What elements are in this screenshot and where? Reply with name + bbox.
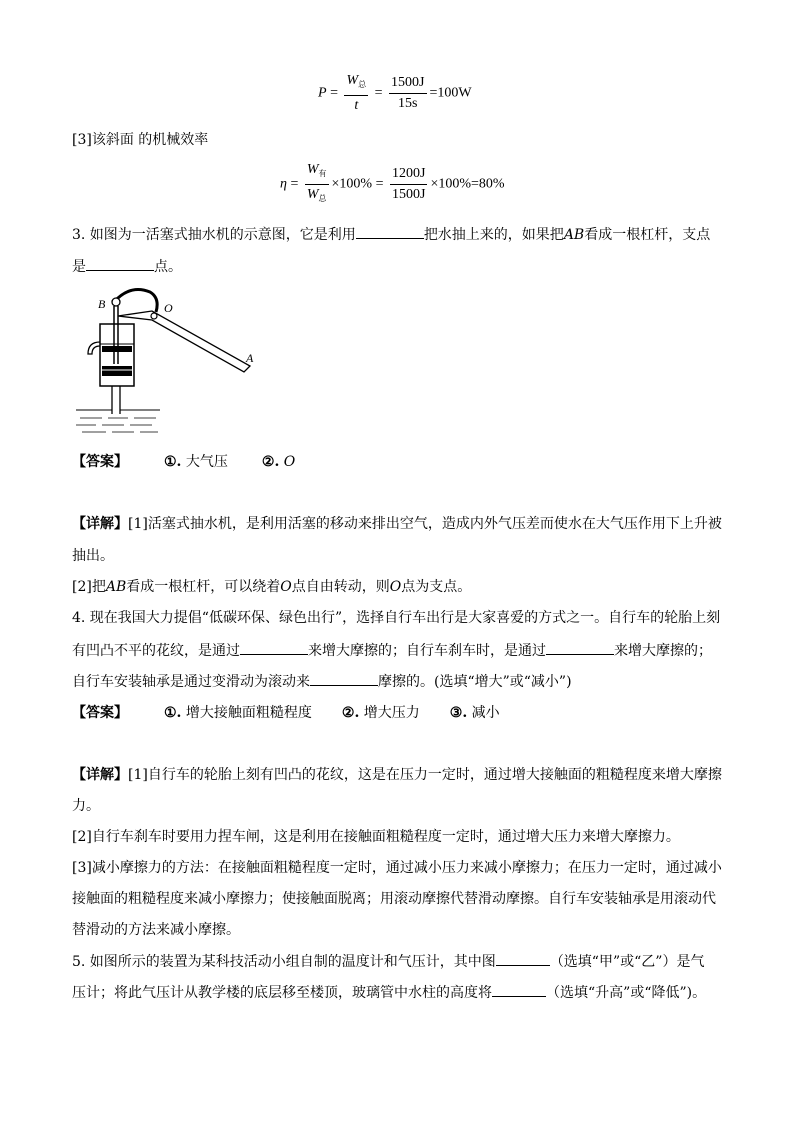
detail-text: 看成一根杠杆，可以绕着 xyxy=(126,579,281,595)
answer-tag: 【答案】 xyxy=(72,705,128,721)
q3-text: 3. 如图为一活塞式抽水机的示意图，它是利用 xyxy=(72,227,356,243)
answer-text: 增大接触面粗糙程度 xyxy=(185,705,312,721)
answer-text: 大气压 xyxy=(185,454,228,470)
detail-text: [1]活塞式抽水机，是利用活塞的移动来排出空气，造成内外气压差而使水在大气压作用下上升被 xyxy=(128,516,722,532)
detail-o-label: O xyxy=(280,579,292,595)
step3-label: [3]该斜面 的机械效率 xyxy=(72,132,209,148)
formula-subscript: 有 xyxy=(318,169,327,178)
q3-text: 点。 xyxy=(154,259,182,275)
q5-line1 xyxy=(72,951,704,972)
formula-result: ×100%=80% xyxy=(430,176,505,192)
formula-lhs: P xyxy=(318,85,327,101)
q4-line1: 4. 现在我国大力提倡“低碳环保、绿色出行”，选择自行车出行是大家喜爱的方式之一。自行车的轮胎上刻 xyxy=(72,610,721,626)
q3-line2 xyxy=(72,256,182,277)
formula-denominator: 15s xyxy=(398,96,418,111)
q4-text: 摩擦的。(选填“增大”或“减小”) xyxy=(378,674,572,690)
formula-equals: = xyxy=(375,176,384,192)
q4-detail-2: [2]自行车刹车时要用力捏车闸，这是利用在接触面粗糙程度一定时，通过增大压力来增大摩擦力。 xyxy=(72,829,680,845)
answer-tag: 【答案】 xyxy=(72,454,128,470)
efficiency-formula xyxy=(280,162,505,207)
answer-blank[interactable] xyxy=(86,256,154,271)
detail-text: [1]自行车的轮胎上刻有凹凸的花纹，这是在压力一定时，通过增大接触面的粗糙程度来增大摩擦 xyxy=(128,767,722,783)
answer-blank[interactable] xyxy=(546,640,614,655)
q5-text: 5. 如图所示的装置为某科技活动小组自制的温度计和气压计，其中图 xyxy=(72,954,496,970)
label-o: O xyxy=(164,301,173,315)
q5-text: （选填“甲”或“乙”）是气 xyxy=(549,954,705,970)
q4-text: 有凹凸不平的花纹，是通过 xyxy=(72,643,240,659)
answer-blank[interactable] xyxy=(310,671,378,686)
label-b: B xyxy=(98,297,106,311)
detail-text: [2]把 xyxy=(72,579,106,595)
formula-equals: = xyxy=(374,85,383,101)
detail-text: 点为支点。 xyxy=(401,579,472,595)
formula-subscript: 总 xyxy=(318,194,327,203)
formula-numerator: 1200J xyxy=(390,166,427,185)
q4-text: 自行车安装轴承是通过变滑动为滚动来 xyxy=(72,674,310,690)
answer-text: O xyxy=(283,454,296,470)
answer-blank[interactable] xyxy=(496,951,550,966)
work-over-time-fraction xyxy=(344,73,368,114)
q4-text: 来增大摩擦的； xyxy=(614,643,712,659)
detail-ab-label: AB xyxy=(105,579,127,595)
q3-detail-1b: 抽出。 xyxy=(72,548,114,564)
q4-detail-3c: 替滑动的方法来减小摩擦。 xyxy=(72,922,240,938)
formula-work-symbol: W xyxy=(306,162,319,177)
formula-times: ×100% xyxy=(331,176,373,192)
answer-text: 减小 xyxy=(471,705,500,721)
q4-line2 xyxy=(72,640,712,661)
detail-tag: 【详解】 xyxy=(72,516,128,532)
detail-tag: 【详解】 xyxy=(72,767,128,783)
q3-text: 是 xyxy=(72,259,86,275)
formula-work-symbol: W xyxy=(346,73,359,88)
q5-text: 压计；将此气压计从教学楼的底层移至楼顶，玻璃管中水柱的高度将 xyxy=(72,985,492,1001)
q4-detail-1 xyxy=(72,765,722,785)
q4-line3 xyxy=(72,671,572,692)
answer-blank[interactable] xyxy=(356,224,424,239)
q4-answer xyxy=(72,703,500,723)
answer-number: ②. xyxy=(341,705,360,721)
q4-text: 来增大摩擦的；自行车刹车时，是通过 xyxy=(308,643,546,659)
useful-over-total-fraction xyxy=(305,162,329,207)
formula-lhs: η xyxy=(280,176,287,192)
answer-number: ①. xyxy=(164,454,182,470)
q5-line2 xyxy=(72,982,706,1003)
formula-time-symbol: t xyxy=(354,98,359,113)
numeric-fraction xyxy=(389,75,426,112)
q3-text: 把水抽上来的，如果把 xyxy=(423,227,564,243)
q3-detail-2 xyxy=(72,577,471,597)
answer-number: ③. xyxy=(449,705,468,721)
q3-text: 看成一根杠杆，支点 xyxy=(584,227,711,243)
power-formula xyxy=(318,73,472,114)
detail-o-label: O xyxy=(389,579,402,595)
q3-ab-label: AB xyxy=(563,227,585,243)
formula-equals: = xyxy=(290,176,299,192)
label-a: A xyxy=(246,351,254,365)
detail-text: 点自由转动，则 xyxy=(291,579,390,595)
answer-number: ①. xyxy=(164,705,182,721)
q3-detail-1 xyxy=(72,514,722,534)
answer-text: 增大压力 xyxy=(363,705,420,721)
formula-result: =100W xyxy=(429,85,472,101)
formula-work-symbol: W xyxy=(306,187,319,202)
answer-number: ②. xyxy=(261,454,280,470)
formula-denominator: 1500J xyxy=(392,187,426,202)
formula-subscript: 总 xyxy=(358,80,367,89)
formula-numerator: 1500J xyxy=(389,75,426,94)
q4-detail-1b: 力。 xyxy=(72,798,100,814)
numeric-fraction xyxy=(390,166,427,203)
q4-detail-3a: [3]减小摩擦力的方法：在接触面粗糙程度一定时，通过减小压力来减小摩擦力；在压力一定时，通过减小 xyxy=(72,860,722,876)
answer-blank[interactable] xyxy=(240,640,308,655)
q4-detail-3b: 接触面的粗糙程度来减小摩擦力；使接触面脱离；用滚动摩擦代替滑动摩擦。自行车安装轴承是用滚动代 xyxy=(72,891,716,907)
pump-diagram xyxy=(72,284,262,438)
answer-blank[interactable] xyxy=(492,982,546,997)
q5-text: （选填“升高”或“降低”)。 xyxy=(546,985,707,1001)
q3-answer xyxy=(72,452,295,472)
q3-line1 xyxy=(72,224,710,245)
formula-equals: = xyxy=(330,85,338,101)
